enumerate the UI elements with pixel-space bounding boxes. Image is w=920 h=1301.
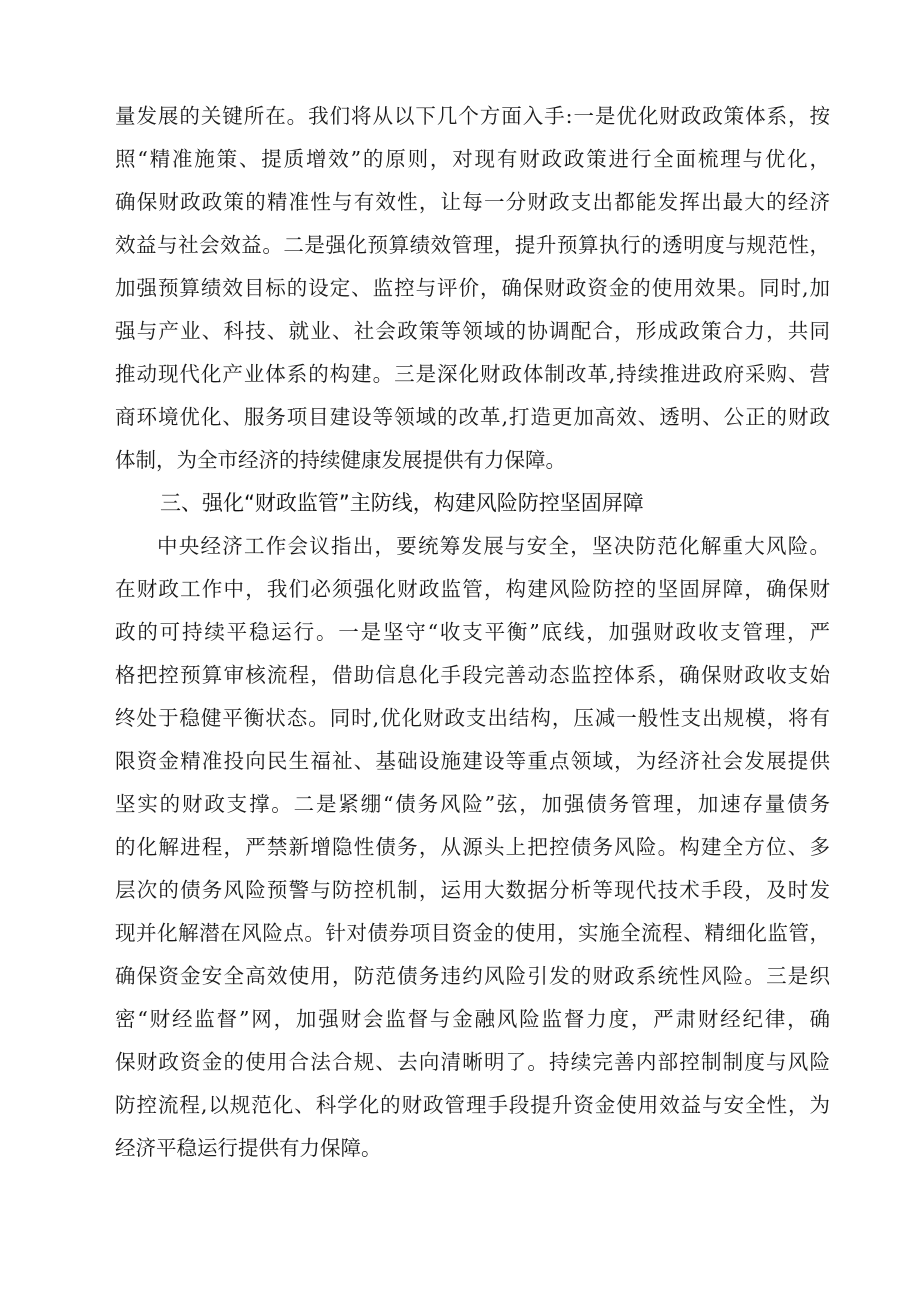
paragraph-2-line: 现并化解潜在风险点。针对债券项目资金的使用，实施全流程、精细化监管， — [115, 921, 830, 945]
paragraph-2-line: 层次的债务风险预警与防控机制，运用大数据分析等现代技术手段，及时发 — [115, 878, 830, 902]
paragraph-2-line: 保财政资金的使用合法合规、去向清晰明了。持续完善内部控制制度与风险 — [115, 1050, 830, 1074]
paragraph-2-line: 坚实的财政支撑。二是紧绷“债务风险”弦，加强债务管理，加速存量债务 — [115, 792, 830, 816]
paragraph-1-line: 体制，为全市经济的持续健康发展提供有力保障。 — [115, 448, 566, 472]
section-heading: 三、强化“财政监管”主防线，构建风险防控坚固屏障 — [160, 491, 644, 515]
paragraph-1-line: 加强预算绩效目标的设定、监控与评价，确保财政资金的使用效果。同时,加 — [115, 276, 830, 300]
paragraph-2-line: 终处于稳健平衡状态。同时,优化财政支出结构，压减一般性支出规模，将有 — [115, 706, 830, 730]
paragraph-2-line: 防控流程,以规范化、科学化的财政管理手段提升资金使用效益与安全性，为 — [115, 1093, 830, 1117]
paragraph-2-line: 政的可持续平稳运行。一是坚守“收支平衡”底线，加强财政收支管理，严 — [115, 620, 830, 644]
paragraph-1-line: 确保财政政策的精准性与有效性，让每一分财政支出都能发挥出最大的经济 — [115, 190, 830, 214]
paragraph-2-line: 密“财经监督”网，加强财会监督与金融风险监督力度，严肃财经纪律，确 — [115, 1007, 830, 1031]
paragraph-1-line: 效益与社会效益。二是强化预算绩效管理，提升预算执行的透明度与规范性， — [115, 233, 830, 257]
paragraph-1-line: 推动现代化产业体系的构建。三是深化财政体制改革,持续推进政府采购、营 — [115, 362, 830, 386]
paragraph-2-line: 确保资金安全高效使用，防范债务违约风险引发的财政系统性风险。三是织 — [115, 964, 830, 988]
paragraph-2-line: 中央经济工作会议指出，要统筹发展与安全，坚决防范化解重大风险。 — [157, 534, 830, 558]
paragraph-1-line: 强与产业、科技、就业、社会政策等领域的协调配合，形成政策合力，共同 — [115, 319, 830, 343]
paragraph-2-line: 格把控预算审核流程，借助信息化手段完善动态监控体系，确保财政收支始 — [115, 663, 830, 687]
paragraph-2-line: 经济平稳运行提供有力保障。 — [115, 1136, 382, 1160]
paragraph-2-line: 在财政工作中，我们必须强化财政监管，构建风险防控的坚固屏障，确保财 — [115, 577, 830, 601]
paragraph-2-line: 的化解进程，严禁新增隐性债务，从源头上把控债务风险。构建全方位、多 — [115, 835, 830, 859]
paragraph-2-line: 限资金精准投向民生福祉、基础设施建设等重点领域，为经济社会发展提供 — [115, 749, 830, 773]
paragraph-1-line: 照“精准施策、提质增效”的原则，对现有财政政策进行全面梳理与优化， — [115, 147, 830, 171]
paragraph-1-line: 量发展的关键所在。我们将从以下几个方面入手:一是优化财政政策体系，按 — [115, 104, 830, 128]
paragraph-1-line: 商环境优化、服务项目建设等领域的改革,打造更加高效、透明、公正的财政 — [115, 405, 830, 429]
